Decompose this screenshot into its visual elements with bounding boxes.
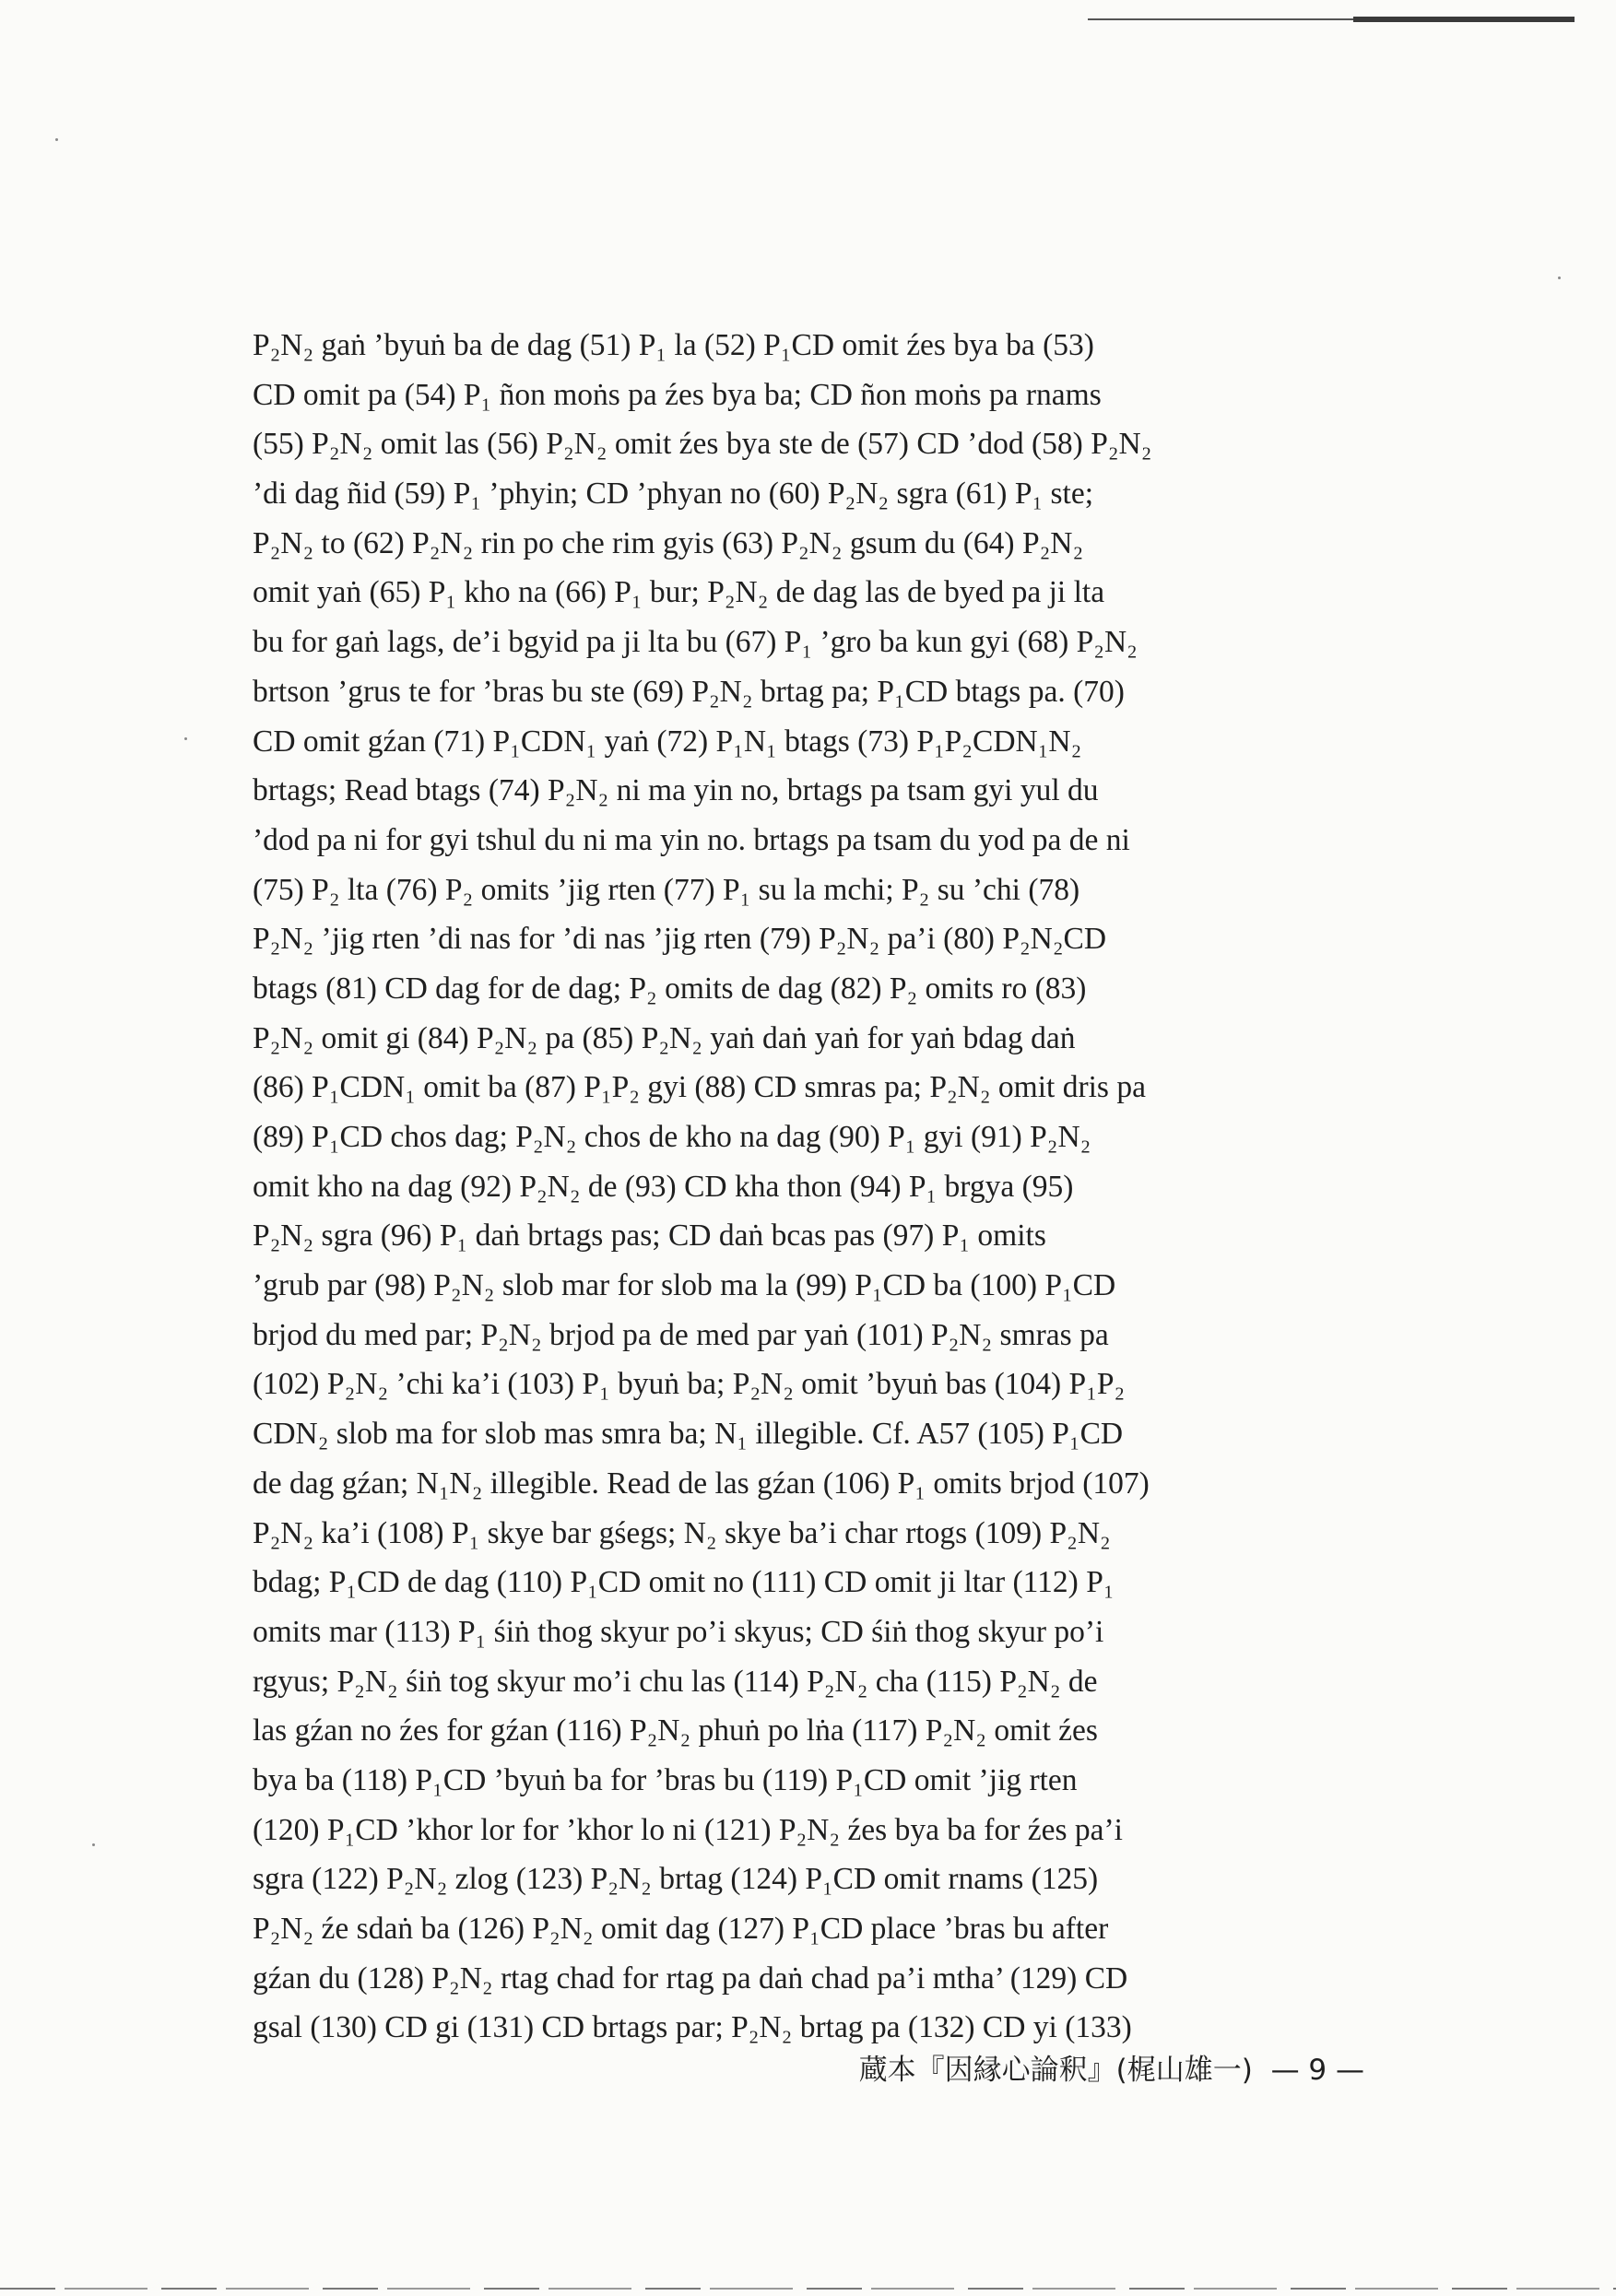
text-line: omits mar (113) P₁ śiṅ thog skyur po’i skyus; CD śiṅ thog skyur po’i <box>253 1614 1104 1649</box>
top-rule <box>1088 17 1575 22</box>
margin-speck <box>92 1843 95 1846</box>
text-line: P₂N₂ to (62) P₂N₂ rin po che rim gyis (63) P₂N₂ gsum du (64) P₂N₂ <box>253 525 1084 560</box>
text-line: (102) P₂N₂ ’chi ka’i (103) P₁ byuṅ ba; P₂N₂ omit ’byuṅ bas (104) P₁P₂ <box>253 1367 1126 1402</box>
text-line: gźan du (128) P₂N₂ rtag chad for rtag pa daṅ chad pa’i mtha’ (129) CD <box>253 1960 1128 1996</box>
text-line: bdag; P₁CD de dag (110) P₁CD omit no (111) CD omit ji ltar (112) P₁ <box>253 1565 1115 1600</box>
text-line: (89) P₁CD chos dag; P₂N₂ chos de kho na dag (90) P₁ gyi (91) P₂N₂ <box>253 1120 1091 1154</box>
text-line: P₂N₂ źe sdaṅ ba (126) P₂N₂ omit dag (127) P₁CD place ’bras bu after <box>253 1912 1109 1946</box>
text-line: (120) P₁CD ’khor lor for ’khor lo ni (121) P₂N₂ źes bya ba for źes pa’i <box>253 1812 1123 1847</box>
text-line: bu for gaṅ lags, de’i bgyid pa ji lta bu (67) P₁ ’gro ba kun gyi (68) P₂N₂ <box>253 625 1138 660</box>
margin-speck <box>184 737 187 740</box>
text-line: omit kho na dag (92) P₂N₂ de (93) CD kha thon (94) P₁ brgya (95) <box>253 1169 1074 1204</box>
text-line: ’di dag ñid (59) P₁ ’phyin; CD ’phyan no (60) P₂N₂ sgra (61) P₁ ste; <box>253 477 1094 512</box>
bottom-rule <box>0 2288 1616 2290</box>
text-line: CDN₂ slob ma for slob mas smra ba; N₁ illegible. Cf. A57 (105) P₁CD <box>253 1417 1124 1452</box>
text-line: P₂N₂ sgra (96) P₁ daṅ brtags pas; CD daṅ bcas pas (97) P₁ omits <box>253 1219 1046 1254</box>
text-line: gsal (130) CD gi (131) CD brtags par; P₂N₂ brtag pa (132) CD yi (133) <box>253 2010 1132 2045</box>
text-line: btags (81) CD dag for de dag; P₂ omits de dag (82) P₂ omits ro (83) <box>253 971 1087 1006</box>
text-line: (86) P₁CDN₁ omit ba (87) P₁P₂ gyi (88) CD smras pa; P₂N₂ omit dris pa <box>253 1070 1146 1105</box>
critical-notes-text <box>253 321 1361 2053</box>
text-line: brtson ’grus te for ’bras bu ste (69) P₂N₂ brtag pa; P₁CD btags pa. (70) <box>253 674 1125 709</box>
text-line: rgyus; P₂N₂ śiṅ tog skyur mo’i chu las (114) P₂N₂ cha (115) P₂N₂ de <box>253 1664 1098 1699</box>
text-line: (75) P₂ lta (76) P₂ omits ’jig rten (77) P₁ su la mchi; P₂ su ’chi (78) <box>253 872 1080 907</box>
text-line: brjod du med par; P₂N₂ brjod pa de med par yaṅ (101) P₂N₂ smras pa <box>253 1317 1109 1352</box>
text-line: bya ba (118) P₁CD ’byuṅ ba for ’bras bu (119) P₁CD omit ’jig rten <box>253 1762 1078 1797</box>
text-line: P₂N₂ gaṅ ’byuṅ ba de dag (51) P₁ la (52) P₁CD omit źes bya ba (53) <box>253 328 1094 362</box>
margin-speck <box>1558 277 1561 279</box>
text-line: P₂N₂ ka’i (108) P₁ skye bar gśegs; N₂ skye ba’i char rtogs (109) P₂N₂ <box>253 1515 1111 1550</box>
text-line: CD omit gźan (71) P₁CDN₁ yaṅ (72) P₁N₁ btags (73) P₁P₂CDN₁N₂ <box>253 724 1082 759</box>
text-line: de dag gźan; N₁N₂ illegible. Read de las gźan (106) P₁ omits brjod (107) <box>253 1466 1150 1501</box>
text-line: CD omit pa (54) P₁ ñon moṅs pa źes bya ba; CD ñon moṅs pa rnams <box>253 377 1102 412</box>
page-footer <box>820 2052 1364 2089</box>
text-line: ’grub par (98) P₂N₂ slob mar for slob ma la (99) P₁CD ba (100) P₁CD <box>253 1268 1116 1303</box>
running-title: 蔵本『因縁心論釈』(梶山雄一) <box>858 2054 1253 2087</box>
text-line: P₂N₂ ’jig rten ’di nas for ’di nas ’jig rten (79) P₂N₂ pa’i (80) P₂N₂CD <box>253 922 1107 957</box>
text-line: ’dod pa ni for gyi tshul du ni ma yin no. brtags pa tsam du yod pa de ni <box>253 822 1130 857</box>
page-number: — 9 — <box>1270 2054 1364 2087</box>
text-line: brtags; Read btags (74) P₂N₂ ni ma yin no, brtags pa tsam gyi yul du <box>253 773 1099 808</box>
text-line: omit yaṅ (65) P₁ kho na (66) P₁ bur; P₂N₂ de dag las de byed pa ji lta <box>253 575 1105 610</box>
margin-speck <box>55 138 58 141</box>
text-line: sgra (122) P₂N₂ zlog (123) P₂N₂ brtag (124) P₁CD omit rnams (125) <box>253 1862 1099 1897</box>
text-line: P₂N₂ omit gi (84) P₂N₂ pa (85) P₂N₂ yaṅ daṅ yaṅ for yaṅ bdag daṅ <box>253 1020 1076 1055</box>
text-line: las gźan no źes for gźan (116) P₂N₂ phuṅ po lṅa (117) P₂N₂ omit źes <box>253 1713 1098 1748</box>
text-line: (55) P₂N₂ omit las (56) P₂N₂ omit źes bya ste de (57) CD ’dod (58) P₂N₂ <box>253 427 1152 462</box>
